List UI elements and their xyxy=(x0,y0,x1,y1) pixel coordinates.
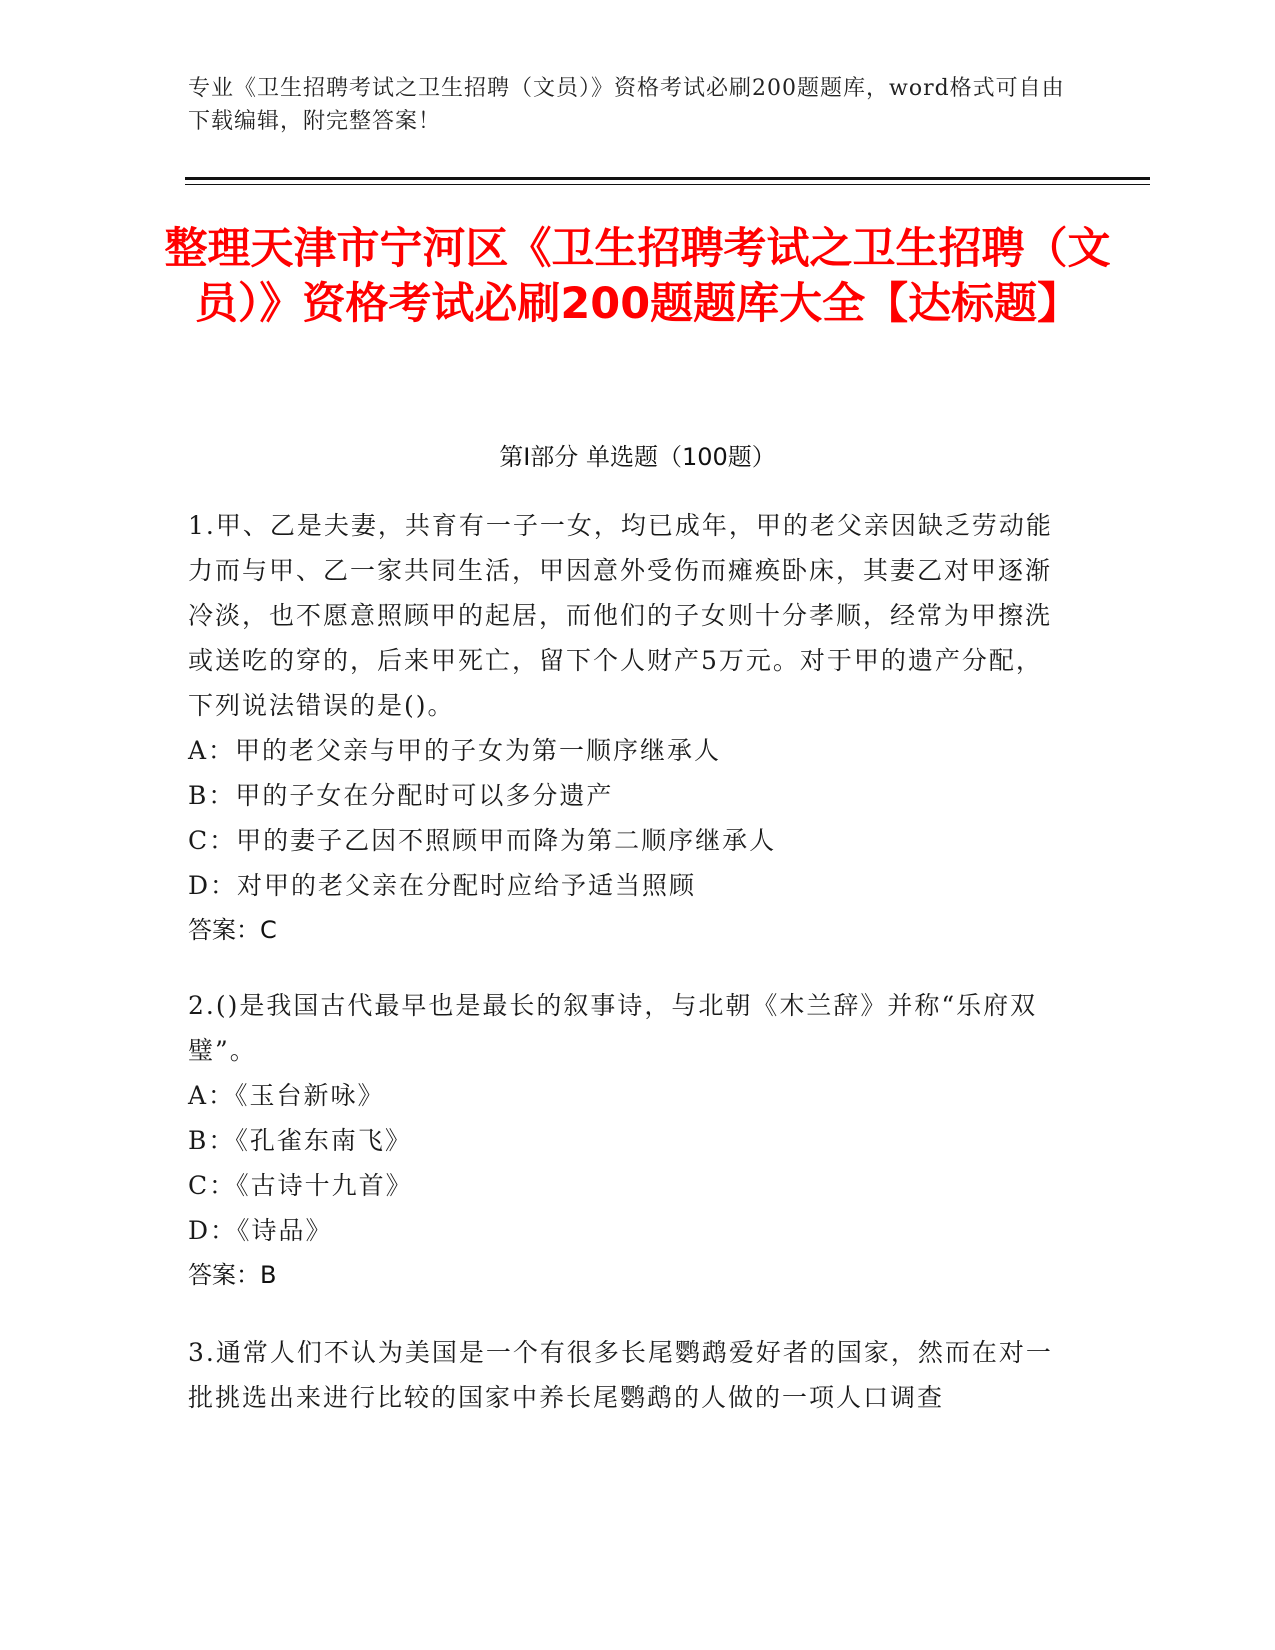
option-a: A：《玉台新咏》 xyxy=(188,1081,385,1110)
header-divider-thin xyxy=(185,184,1150,185)
option-b: B：《孔雀东南飞》 xyxy=(188,1126,412,1155)
answer-line: 答案：B xyxy=(188,1261,277,1289)
header-note: 专业《卫生招聘考试之卫生招聘（文员）》资格考试必刷200题题库，word格式可自由下载编辑，附完整答案！ xyxy=(188,76,1065,134)
option-a: A：甲的老父亲与甲的子女为第一顺序继承人 xyxy=(188,736,722,765)
question-2 xyxy=(188,983,1058,1298)
option-d: D：对甲的老父亲在分配时应给予适当照顾 xyxy=(188,871,697,900)
header-divider-thick xyxy=(185,177,1150,180)
question-1 xyxy=(188,503,1058,953)
document-title: 整理天津市宁河区《卫生招聘考试之卫生招聘（文员）》资格考试必刷200题题库大全【达标题】 xyxy=(164,224,1111,329)
answer-line: 答案：C xyxy=(188,916,277,944)
question-3 xyxy=(188,1330,1058,1420)
option-d: D：《诗品》 xyxy=(188,1216,333,1245)
option-c: C：甲的妻子乙因不照顾甲而降为第二顺序继承人 xyxy=(188,826,777,855)
part-heading: 第Ⅰ部分 单选题（100题） xyxy=(499,443,776,471)
question-stem: 3.通常人们不认为美国是一个有很多长尾鹦鹉爱好者的国家，然而在对一批挑选出来进行比较的国家中养长尾鹦鹉的人做的一项人口调查 xyxy=(188,1338,1053,1412)
question-stem: 2.()是我国古代最早也是最长的叙事诗，与北朝《木兰辞》并称“乐府双璧”。 xyxy=(188,991,1038,1065)
question-stem: 1.甲、乙是夫妻，共育有一子一女，均已成年，甲的老父亲因缺乏劳动能力而与甲、乙一家共同生活，甲因意外受伤而瘫痪卧床，其妻乙对甲逐渐冷淡，也不愿意照顾甲的起居，而他们的子女则十分孝顺，经常为甲擦洗或送吃的穿的，后来甲死亡，留下个人财产5万元。对于甲的遗产分配，下列说法错误的是()。 xyxy=(188,511,1053,720)
option-b: B：甲的子女在分配时可以多分遗产 xyxy=(188,781,614,810)
option-c: C：《古诗十九首》 xyxy=(188,1171,413,1200)
